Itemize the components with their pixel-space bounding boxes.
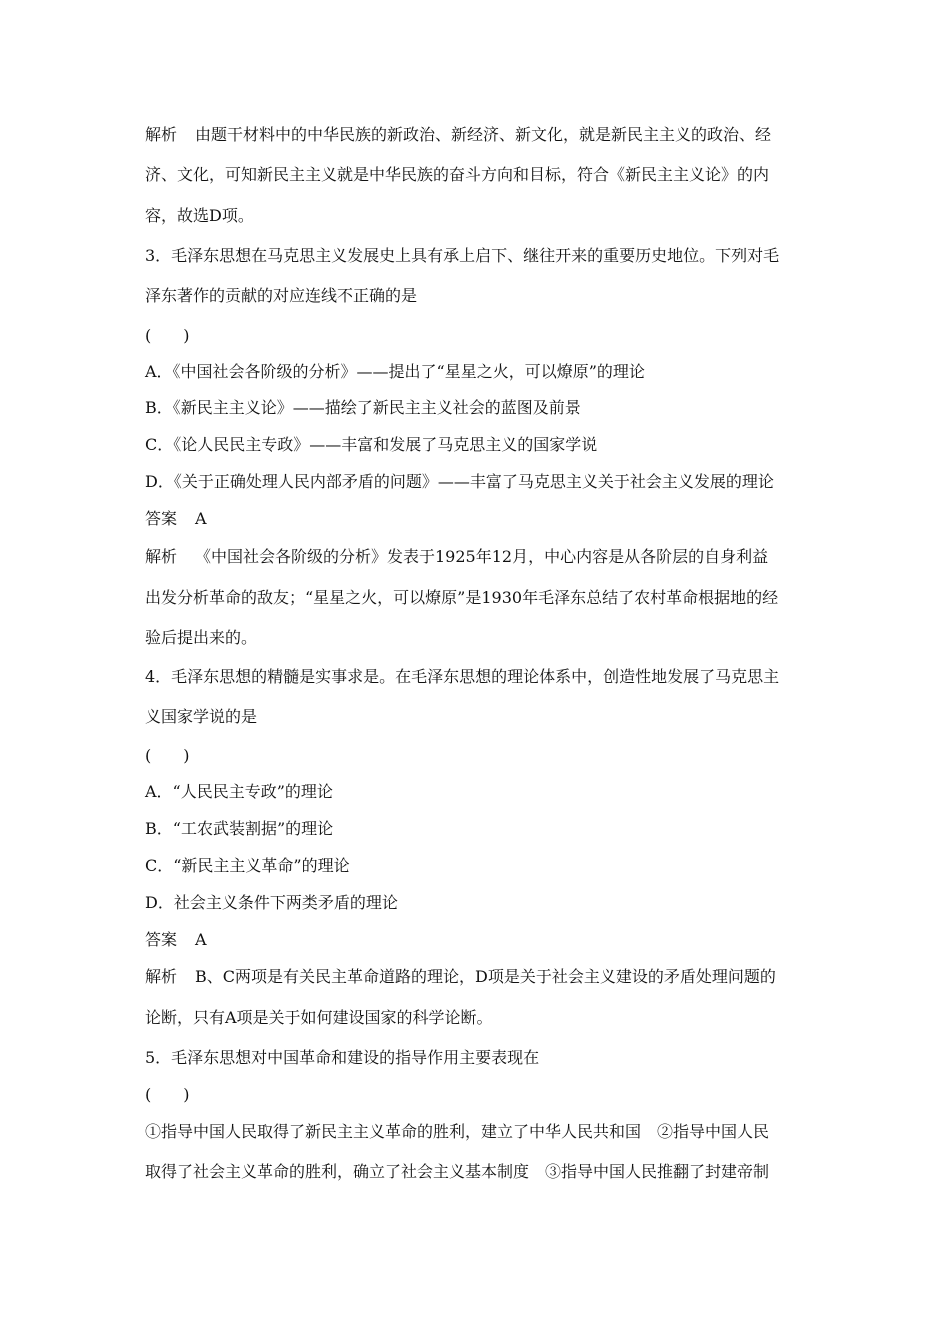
option-a: A．“人民民主专政”的理论 xyxy=(145,782,333,801)
answer-bracket: ( ) xyxy=(145,746,190,765)
question-stem: 3．毛泽东思想在马克思主义发展史上具有承上启下、继往开来的重要历史地位。下列对毛 xyxy=(145,246,780,265)
question-stem: 义国家学说的是 xyxy=(145,707,258,726)
line-label: 解析 xyxy=(145,967,178,986)
option-a: A．《中国社会各阶级的分析》——提出了“星星之火，可以燎原”的理论 xyxy=(145,362,645,381)
answer-label: 答案 xyxy=(145,509,178,528)
answer-value: A xyxy=(195,930,207,949)
option-b: B．《新民主主义论》——描绘了新民主主义社会的蓝图及前景 xyxy=(145,398,581,417)
line-text: B、C两项是有关民主革命道路的理论，D项是关于社会主义建设的矛盾处理问题的 xyxy=(195,967,776,986)
text-line: 容，故选D项。 xyxy=(145,206,254,225)
statement-line: ①指导中国人民取得了新民主主义革命的胜利，建立了中华人民共和国 ②指导中国人民 xyxy=(145,1122,770,1141)
question-stem: 4．毛泽东思想的精髓是实事求是。在毛泽东思想的理论体系中，创造性地发展了马克思主 xyxy=(145,667,780,686)
option-d: D．《关于正确处理人民内部矛盾的问题》——丰富了马克思主义关于社会主义发展的理论 xyxy=(145,472,774,491)
text-line: 验后提出来的。 xyxy=(145,628,258,647)
text-line: 出发分析革命的敌友；“星星之火，可以燎原”是1930年毛泽东总结了农村革命根据地的经 xyxy=(145,588,779,607)
line-label: 解析 xyxy=(145,547,178,566)
option-c: C．《论人民民主专政》——丰富和发展了马克思主义的国家学说 xyxy=(145,435,598,454)
option-b: B．“工农武装割据”的理论 xyxy=(145,819,334,838)
answer-bracket: ( ) xyxy=(145,1085,190,1104)
text-line xyxy=(145,125,815,145)
text-line xyxy=(145,967,815,987)
option-c: C．“新民主主义革命”的理论 xyxy=(145,856,350,875)
question-stem: 泽东著作的贡献的对应连线不正确的是 xyxy=(145,286,418,305)
line-label: 解析 xyxy=(145,125,178,144)
answer-value: A xyxy=(195,509,207,528)
statement-line: 取得了社会主义革命的胜利，确立了社会主义基本制度 ③指导中国人民推翻了封建帝制 xyxy=(145,1162,770,1181)
answer-label: 答案 xyxy=(145,930,178,949)
text-line: 济、文化，可知新民主主义就是中华民族的奋斗方向和目标，符合《新民主主义论》的内 xyxy=(145,165,770,184)
answer-line xyxy=(145,930,815,950)
text-line xyxy=(145,547,815,567)
line-text: 《中国社会各阶级的分析》发表于1925年12月，中心内容是从各阶层的自身利益 xyxy=(195,547,769,566)
answer-bracket: ( ) xyxy=(145,326,190,345)
text-line: 论断，只有A项是关于如何建设国家的科学论断。 xyxy=(145,1008,493,1027)
answer-line xyxy=(145,509,815,529)
option-d: D．社会主义条件下两类矛盾的理论 xyxy=(145,893,398,912)
question-stem: 5．毛泽东思想对中国革命和建设的指导作用主要表现在 xyxy=(145,1048,540,1067)
line-text: 由题干材料中的中华民族的新政治、新经济、新文化，就是新民主主义的政治、经 xyxy=(195,125,772,144)
